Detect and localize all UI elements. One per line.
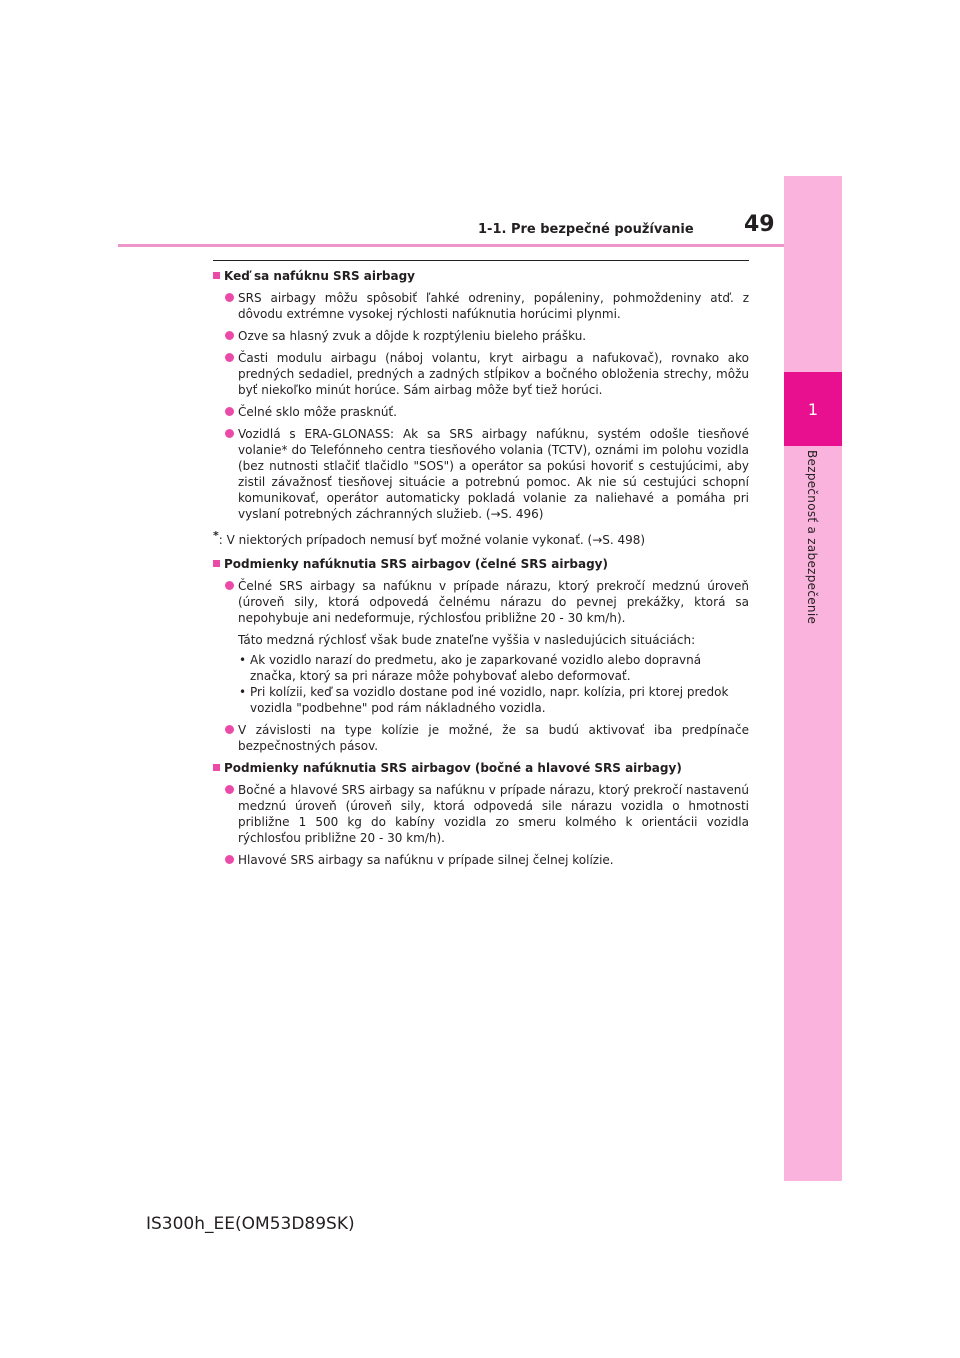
dot-bullet-icon: • [239,653,247,667]
list-item-text: Čelné SRS airbagy sa nafúknu v prípade nárazu, ktorý prekročí medznú úroveň (úroveň sily, ktorá odpovedá čelnému nárazu do pevnej prekážky, ktorá sa nepohybuje ani nedeformuje, rýchlosťou približne 20 - 30 km/h). [238,579,749,625]
round-bullet-icon [225,855,234,864]
list-item-text: V závislosti na type kolízie je možné, že sa budú aktivovať iba predpínače bezpečnostných pásov. [238,723,749,753]
page-content [213,268,749,874]
chapter-title-vertical: Bezpečnosť a zabezpečenie [805,450,819,625]
sub-list-item-text: Pri kolízii, keď sa vozidlo dostane pod iné vozidlo, napr. kolízia, pri ktorej predok vozidla "podbehne" pod rám nákladného vozidla. [250,685,729,715]
round-bullet-icon [225,353,234,362]
square-bullet-icon [213,764,220,771]
sub-list-item [213,652,749,684]
section-heading-text: Keď sa nafúknu SRS airbagy [224,269,415,283]
section-heading [213,760,749,776]
list-item [213,852,749,868]
list-item-text: Ozve sa hlasný zvuk a dôjde k rozptýleniu bieleho prášku. [238,329,587,343]
round-bullet-icon [225,581,234,590]
model-code-footer: IS300h_EE(OM53D89SK) [146,1214,355,1234]
list-item-text: Čelné sklo môže prasknúť. [238,405,397,419]
page-number: 49 [744,212,775,237]
list-item [213,578,749,626]
section-heading [213,268,749,284]
square-bullet-icon [213,560,220,567]
round-bullet-icon [225,785,234,794]
round-bullet-icon [225,429,234,438]
list-item [213,350,749,398]
section-header-title: 1-1. Pre bezpečné používanie [478,222,694,237]
list-item [213,404,749,420]
round-bullet-icon [225,293,234,302]
list-item [213,782,749,846]
footnote-text: : V niektorých prípadoch nemusí byť možné volanie vykonať. (→S. 498) [218,533,646,547]
round-bullet-icon [225,407,234,416]
list-item [213,722,749,754]
list-item-text: Časti modulu airbagu (náboj volantu, kryt airbagu a nafukovač), rovnako ako predných sedadiel, predných a zadných stĺpikov a bočného obloženia strechy, môžu byť niekoľko minút horúce. Sám airbag môže byť tiež horúci. [238,351,749,397]
section-heading-text: Podmienky nafúknutia SRS airbagov (čelné SRS airbagy) [224,557,608,571]
list-item [213,290,749,322]
list-item [213,328,749,344]
content-divider [213,260,749,261]
sub-list-item [213,684,749,716]
list-item-text: Vozidlá s ERA-GLONASS: Ak sa SRS airbagy nafúknu, systém odošle tiesňové volanie* do Telefónneho centra tiesňového volania (TCTV), oznámi im polohu vozidla (bez nutnosti stlačiť tlačidlo "SOS") a operátor sa pokúsi hovoriť s cestujúcimi, aby zistil závažnosť tiesňovej situácie a potrebnú pomoc. Ak nie sú cestujúci schopní komunikovať, operátor automaticky pokladá volanie za naliehavé a pomáha pri vyslaní potrebných záchranných služieb. (→S. 496) [238,427,749,521]
list-item-text: SRS airbagy môžu spôsobiť ľahké odreniny, popáleniny, pohmoždeniny atď. z dôvodu extrémne vysokej rýchlosti nafúknutia horúcimi plynmi. [238,291,749,321]
dot-bullet-icon: • [239,685,247,699]
section-heading-text: Podmienky nafúknutia SRS airbagov (bočné a hlavové SRS airbagy) [224,761,682,775]
note-text: Táto medzná rýchlosť však bude znateľne vyššia v nasledujúcich situáciách: [238,633,696,647]
header-divider [118,244,784,247]
list-item-text: Hlavové SRS airbagy sa nafúknu v prípade silnej čelnej kolízie. [238,853,614,867]
list-item [213,426,749,522]
chapter-number-tab[interactable]: 1 [784,372,842,446]
list-item-text: Bočné a hlavové SRS airbagy sa nafúknu v prípade nárazu, ktorý prekročí nastavenú medznú úroveň (úroveň sily, ktorá odpovedá sile nárazu vozidla o hmotnosti približne 1 500 kg do kabíny vozidla zo smeru kolmého k orientácii vozidla rýchlosťou približne 20 - 30 km/h). [238,783,749,845]
square-bullet-icon [213,272,220,279]
side-tab-background [784,176,842,1181]
sub-list-item-text: Ak vozidlo narazí do predmetu, ako je zaparkované vozidlo alebo dopravná značka, ktorý sa pri náraze môže pohybovať alebo deformovať. [250,653,702,683]
footnote [213,528,749,548]
footnote-mark: * [213,529,219,542]
round-bullet-icon [225,725,234,734]
round-bullet-icon [225,331,234,340]
section-heading [213,556,749,572]
